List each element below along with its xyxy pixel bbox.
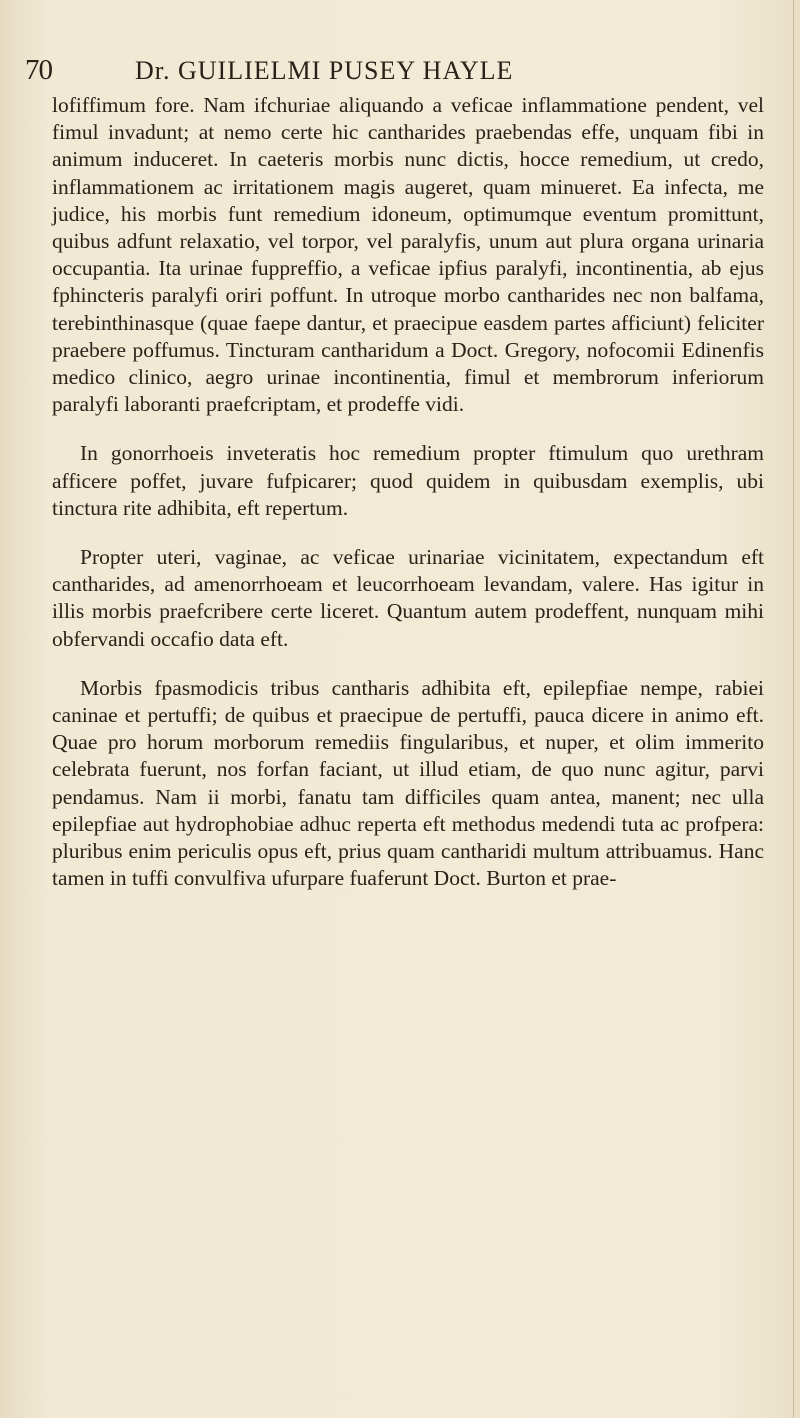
paragraph-3: Propter uteri, vaginae, ac veficae urinariae vicinitatem, expectandum eft cantharides, ad amenorrhoeam et leucorrhoeam levandam, valere. Has igitur in illis morbis praefcribere certe liceret. Quantum autem prodeffent, nunquam mihi obfervandi occafio data eft. bbox=[52, 545, 764, 651]
page-header bbox=[25, 54, 760, 94]
page-number: 70 bbox=[25, 54, 52, 86]
paragraph-1: lofiffimum fore. Nam ifchuriae aliquando a veficae inflammatione pendent, vel fimul invadunt; at nemo certe hic cantharides praebendas effe, unquam fibi in animum induceret. In caeteris morbis nunc dictis, hocce remedium, ut credo, inflammationem ac irritationem magis augeret, quam minueret. Ea infecta, me judice, his morbis funt remedium idoneum, optimumque eventum promittunt, quibus adfunt relaxatio, vel torpor, vel paralyfis, unum aut plura organa urinaria occupantia. Ita urinae fuppreffio, a veficae ipfius paralyfi, incontinentia, ab ejus fphincteris paralyfi oriri poffunt. In utroque morbo cantharides nec non balfama, terebinthinasque (quae faepe dantur, et praecipue easdem partes afficiunt) feliciter praebere poffumus. Tincturam cantharidum a Doct. Gregory, nofocomii Edinenfis medico clinico, aegro urinae incontinentia, fimul et membrorum inferiorum paralyfi laboranti praefcriptam, et prodeffe vidi. bbox=[52, 93, 764, 417]
page-edge bbox=[793, 0, 794, 1418]
paragraph-4: Morbis fpasmodicis tribus cantharis adhibita eft, epilepfiae nempe, rabiei caninae et pertuffi; de quibus et praecipue de pertuffi, pauca dicere in animo eft. Quae pro horum morborum remediis fingularibus, et nuper, et olim immerito celebrata fuerunt, nos forfan faciant, ut illud etiam, de quo nunc agitur, parvi pendamus. Nam ii morbi, fanatu tam difficiles quam antea, manent; nec ulla epilepfiae aut hydrophobiae adhuc reperta eft methodus medendi tuta ac profpera: pluribus enim periculis opus eft, prius quam cantharidi multum attribuamus. Hanc tamen in tuffi convulfiva ufurpare fuaferunt Doct. Burton et prae- bbox=[52, 675, 764, 891]
paragraph-2: In gonorrhoeis inveteratis hoc remedium propter ftimulum quo urethram afficere poffet, juvare fufpicarer; quod quidem in quibusdam exemplis, ubi tinctura rite adhibita, eft repertum. bbox=[52, 441, 764, 520]
body-text bbox=[52, 92, 764, 914]
running-head: Dr. GUILIELMI PUSEY HAYLE bbox=[135, 56, 514, 85]
